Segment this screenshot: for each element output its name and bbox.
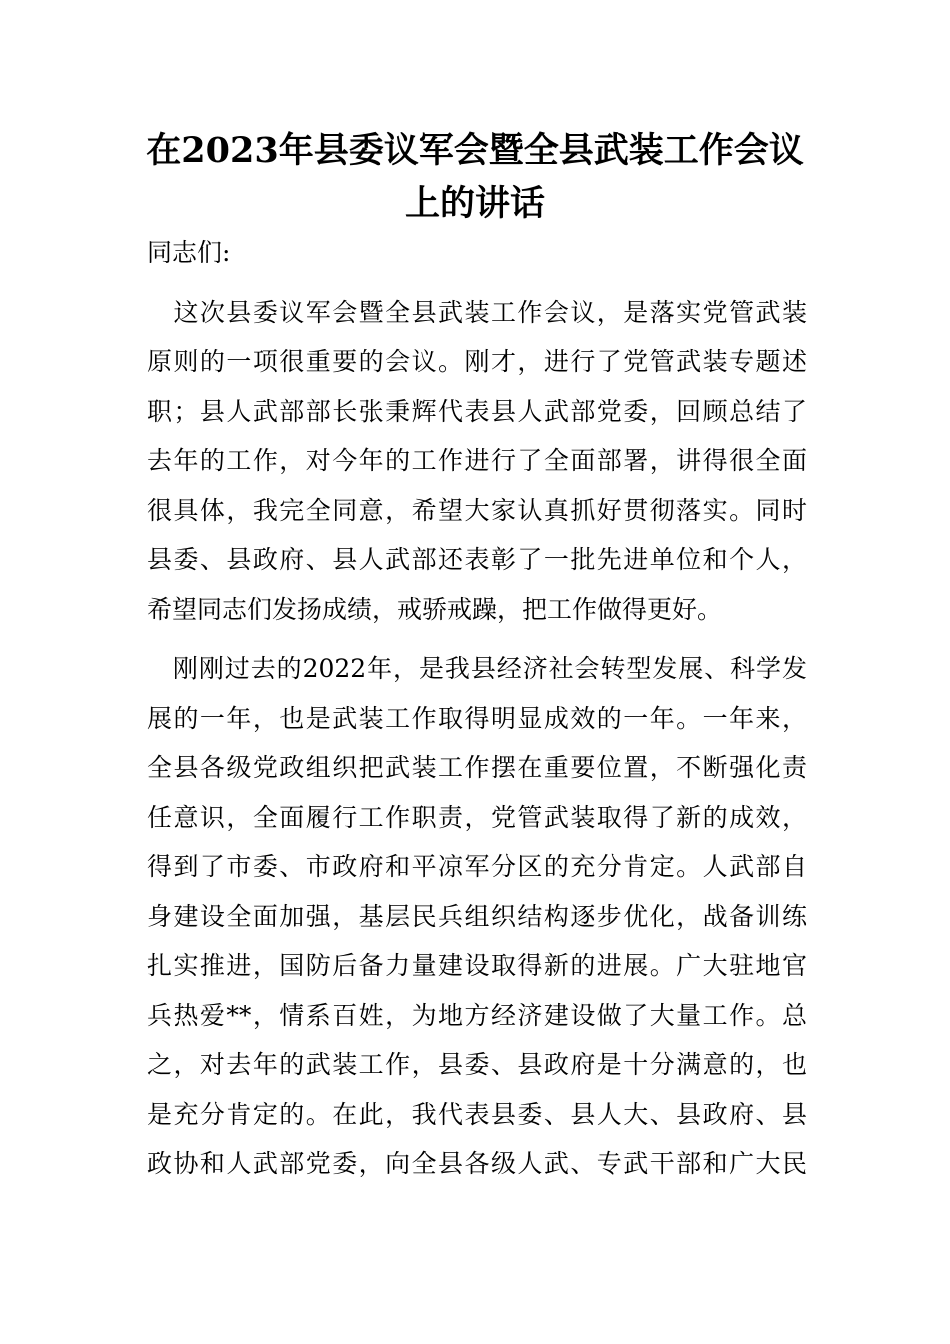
paragraph-line: 这次县委议军会暨全县武装工作会议，是落实党管武装 xyxy=(147,297,807,327)
paragraph-line: 是充分肯定的。在此，我代表县委、县人大、县政府、县 xyxy=(147,1099,807,1129)
paragraph-1 xyxy=(147,288,807,635)
paragraph-line: 任意识，全面履行工作职责，党管武装取得了新的成效， xyxy=(147,802,807,832)
paragraph-line: 展的一年，也是武装工作取得明显成效的一年。一年来， xyxy=(147,703,807,733)
paragraph-line: 得到了市委、市政府和平凉军分区的充分肯定。人武部自 xyxy=(147,852,807,881)
paragraph-line: 之，对去年的武装工作，县委、县政府是十分满意的，也 xyxy=(147,1050,807,1079)
paragraph-line: 兵热爱**，情系百姓，为地方经济建设做了大量工作。总 xyxy=(147,1000,807,1030)
paragraph-line: 县委、县政府、县人武部还表彰了一批先进单位和个人， xyxy=(147,545,807,574)
paragraph-line: 很具体，我完全同意，希望大家认真抓好贯彻落实。同时 xyxy=(147,495,807,525)
speech-title xyxy=(145,124,805,230)
title-line-1: 在2023年县委议军会暨全县武装工作会议 xyxy=(146,130,804,171)
paragraph-line: 原则的一项很重要的会议。刚才，进行了党管武装专题述 xyxy=(147,347,807,376)
paragraph-line: 去年的工作，对今年的工作进行了全面部署，讲得很全面 xyxy=(147,446,807,475)
paragraph-2 xyxy=(147,644,807,1189)
title-line-2: 上的讲话 xyxy=(404,183,545,224)
paragraph-line: 全县各级党政组织把武装工作摆在重要位置，不断强化责 xyxy=(147,753,807,782)
paragraph-line: 希望同志们发扬成绩，戒骄戒躁，把工作做得更好。 xyxy=(147,594,723,624)
speech-body xyxy=(147,228,807,1199)
paragraph-line: 扎实推进，国防后备力量建设取得新的进展。广大驻地官 xyxy=(147,951,807,980)
paragraph-line: 政协和人武部党委，向全县各级人武、专武干部和广大民 xyxy=(147,1149,807,1178)
paragraph-line: 职；县人武部部长张秉辉代表县人武部党委，回顾总结了 xyxy=(147,396,807,426)
paragraph-line: 刚刚过去的2022年，是我县经济社会转型发展、科学发 xyxy=(147,654,807,683)
salutation: 同志们: xyxy=(147,238,231,267)
paragraph-line: 身建设全面加强，基层民兵组织结构逐步优化，战备训练 xyxy=(147,901,807,931)
